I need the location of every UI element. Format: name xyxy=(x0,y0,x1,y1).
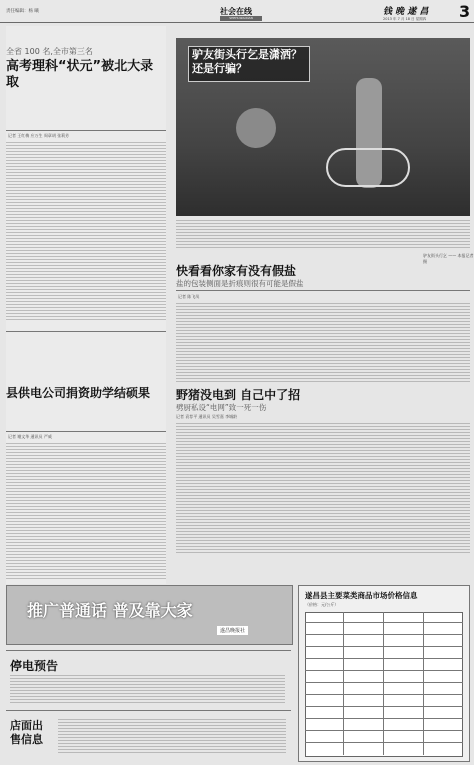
notice-box xyxy=(6,650,291,707)
info-box xyxy=(6,710,291,761)
article1-body xyxy=(6,142,166,322)
photo-caption-body xyxy=(176,220,470,250)
promo-text: 推广普通话 普及靠大家 xyxy=(27,601,193,620)
article3-subhead: 盐的包装侧面是折痕则很有可能是假盐 xyxy=(176,279,304,288)
article4-byline: 记者 袁荐平 通讯员 吴雪嘉 李城龄 xyxy=(176,414,238,419)
photo-overlay-title: 驴友街头行乞是潇洒？还是行骗？ xyxy=(192,48,302,75)
table-row xyxy=(305,682,463,683)
table-col xyxy=(423,612,424,755)
rule xyxy=(6,331,166,332)
table-row xyxy=(305,646,463,647)
rule xyxy=(6,130,166,131)
table-row xyxy=(305,670,463,671)
market-subtitle: （价格：元/公斤） xyxy=(305,602,339,607)
photo-credit: 驴友街头行乞 —— 本报记者 摄 xyxy=(423,253,474,264)
article1-byline: 记者 王红梅 应万生 周章胡 张莉芳 xyxy=(8,133,70,138)
table-col xyxy=(383,612,384,755)
market-table xyxy=(305,612,463,757)
table-row xyxy=(305,730,463,731)
promo-sub: 遂昌晚报社 xyxy=(217,626,248,635)
promo-banner xyxy=(6,585,293,645)
article2-headline: 县供电公司捐资助学结硕果 xyxy=(6,386,151,400)
article4-headline: 野猪没电到 自己中了招 xyxy=(176,388,301,402)
rule xyxy=(176,290,470,291)
article3-body xyxy=(176,303,470,383)
table-row xyxy=(305,742,463,743)
notice-body xyxy=(10,675,285,703)
article1-kicker: 全省 100 名,全市第三名 xyxy=(6,47,93,56)
section-title: 社会在线 xyxy=(220,7,252,16)
header-date: 2013 年 7 月 18 日 星期四 xyxy=(383,17,427,21)
page-number: 3 xyxy=(459,2,471,21)
table-row xyxy=(305,634,463,635)
info-title: 店面出售信息 xyxy=(10,719,43,746)
market-price-box xyxy=(298,585,470,762)
market-title: 遂昌县主要菜类商品市场价格信息 xyxy=(305,591,418,600)
person-icon xyxy=(236,108,276,148)
info-body xyxy=(58,719,286,753)
table-row xyxy=(305,694,463,695)
table-row xyxy=(305,658,463,659)
article3-headline: 快看看你家有没有假盐 xyxy=(176,264,297,278)
section-subtitle: SHEHUIZAIXIAN xyxy=(220,16,262,21)
photo xyxy=(176,38,470,216)
article1-headline: 高考理科“状元”被北大录取 xyxy=(6,59,154,90)
masthead: 钱 晚 遂 昌 xyxy=(383,7,429,17)
editor-line: 责任编辑：杨 曦 xyxy=(6,9,39,14)
table-row xyxy=(305,718,463,719)
article4-body xyxy=(176,423,470,553)
header-divider xyxy=(0,22,474,23)
article2-byline: 记者 谢文华 通讯员 严威 xyxy=(8,434,52,439)
rule xyxy=(6,431,166,432)
bicycle-icon xyxy=(326,148,410,187)
article3-byline: 记者 陈飞凤 xyxy=(178,294,200,299)
page-header xyxy=(0,0,474,22)
table-row xyxy=(305,706,463,707)
left-column xyxy=(6,26,166,584)
article4-subhead: 劈厨私设“电网”致一死一伤 xyxy=(176,403,267,412)
article2-body xyxy=(6,443,166,581)
table-row xyxy=(305,622,463,623)
notice-title: 停电预告 xyxy=(10,659,59,673)
table-col xyxy=(343,612,344,755)
